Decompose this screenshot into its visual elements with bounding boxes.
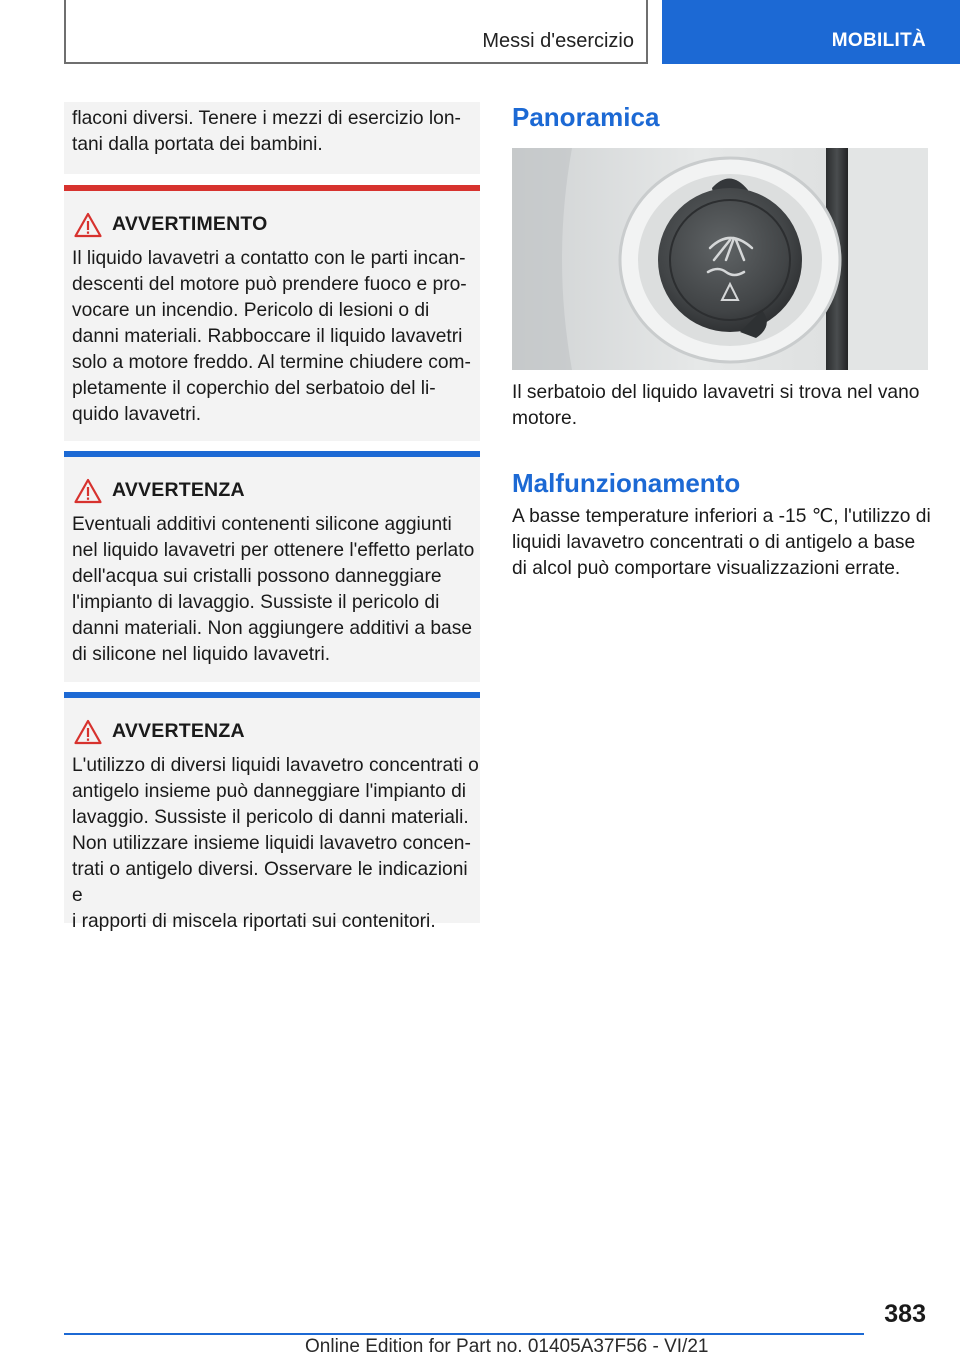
washer-fluid-cap-photo <box>512 148 928 370</box>
header-section-title: Messi d'esercizio <box>482 30 634 52</box>
text-line: danni materiali. Non aggiungere additivi a base <box>72 618 472 639</box>
note-box-avvertenza-2 <box>64 692 480 932</box>
text-line: i rapporti di miscela riportati sui contenitori. <box>72 911 436 932</box>
note-title: AVVERTENZA <box>112 479 245 501</box>
footer-edition: Online Edition for Part no. 01405A37F56 - VI/21 <box>305 1336 709 1357</box>
text-line: descenti del motore può prendere fuoco e pro- <box>72 274 467 295</box>
footer-divider <box>64 1333 864 1335</box>
text-line: vocare un incendio. Pericolo di lesioni o di <box>72 300 430 321</box>
text-line: di silicone nel liquido lavavetri. <box>72 644 331 665</box>
continuation-box <box>64 102 480 174</box>
header-chapter-tab <box>662 0 960 64</box>
warning-box-avvertimento <box>64 185 480 441</box>
text-line: Eventuali additivi contenenti silicone aggiunti <box>72 514 452 535</box>
note-title: AVVERTENZA <box>112 720 245 742</box>
warning-triangle-icon <box>74 478 102 504</box>
text-line: di alcol può comportare visualizzazioni errate. <box>512 558 901 579</box>
heading-malfunzionamento: Malfunzionamento <box>512 468 741 498</box>
text-line: lavaggio. Sussiste il pericolo di danni materiali. <box>72 807 469 828</box>
text-line: solo a motore freddo. Al termine chiudere com- <box>72 352 471 373</box>
text-line: danni materiali. Rabboccare il liquido lavavetri <box>72 326 463 347</box>
text-line: liquidi lavavetro concentrati o di antigelo a base <box>512 532 916 553</box>
text-line: l'impianto di lavaggio. Sussiste il pericolo di <box>72 592 440 613</box>
warning-body <box>72 246 480 428</box>
text-line: dell'acqua sui cristalli possono danneggiare <box>72 566 442 587</box>
page-number: 383 <box>884 1300 926 1328</box>
text-line: pletamente il coperchio del serbatoio del li- <box>72 378 436 399</box>
text-line: flaconi diversi. Tenere i mezzi di esercizio lon- <box>72 108 461 129</box>
text-line: tani dalla portata dei bambini. <box>72 134 323 155</box>
text-line: A basse temperature inferiori a -15 ℃, l'utilizzo di <box>512 506 931 527</box>
heading-panoramica: Panoramica <box>512 102 660 132</box>
text-line: quido lavavetri. <box>72 404 202 425</box>
text-line: L'utilizzo di diversi liquidi lavavetro concentrati o <box>72 755 479 776</box>
text-line: trati o antigelo diversi. Osservare le indicazioni e <box>72 859 468 906</box>
header-section-tab <box>64 0 648 64</box>
warning-triangle-icon <box>74 212 102 238</box>
malfunzionamento-text <box>512 504 932 582</box>
text-line: motore. <box>512 408 578 429</box>
text-line: nel liquido lavavetri per ottenere l'effetto perlato <box>72 540 475 561</box>
note-body <box>72 512 480 668</box>
text-line: Il serbatoio del liquido lavavetri si trova nel vano <box>512 382 920 403</box>
header-chapter-title: MOBILITÀ <box>831 30 926 51</box>
warning-title: AVVERTIMENTO <box>112 213 268 235</box>
text-line: Il liquido lavavetri a contatto con le parti incan- <box>72 248 466 269</box>
text-line: Non utilizzare insieme liquidi lavavetro concen- <box>72 833 471 854</box>
note-box-avvertenza-1 <box>64 451 480 682</box>
warning-triangle-icon <box>74 719 102 745</box>
panoramica-text <box>512 380 932 432</box>
note-body <box>72 753 480 935</box>
text-line: antigelo insieme può danneggiare l'impianto di <box>72 781 467 802</box>
